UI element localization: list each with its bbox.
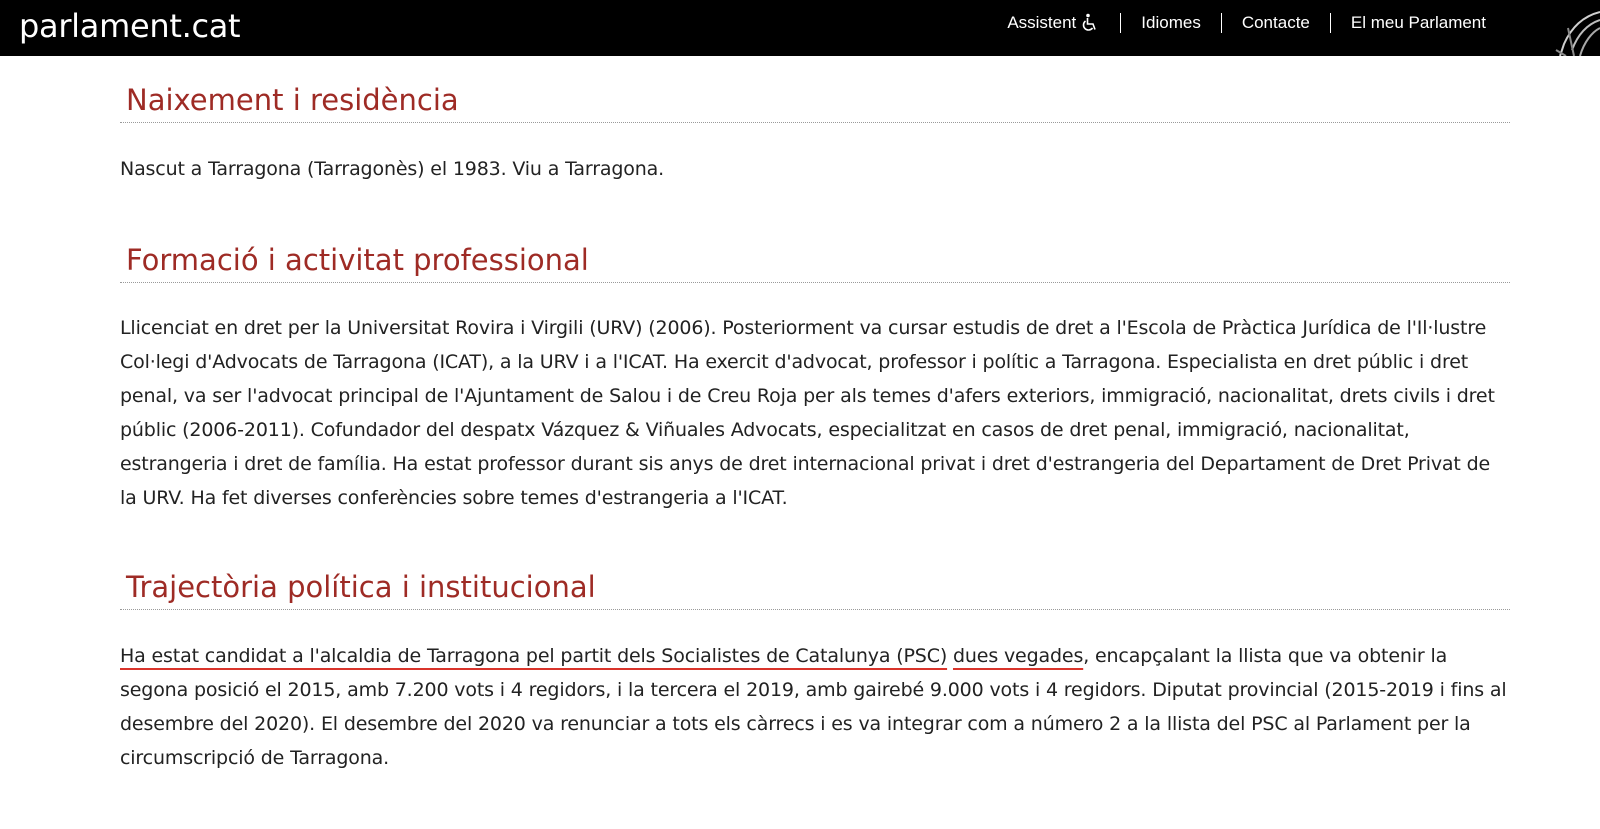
section-heading-naixement: Naixement i residència [126, 83, 459, 117]
top-bar [0, 0, 1600, 56]
section-text-formacio: Llicenciat en dret per la Universitat Rovira i Virgili (URV) (2006). Posteriorment va cursar estudis de dret a l'Escola de Pràctica Jurídica de l'Il·lustre Col·legi d'Advocats de Tarragona (ICAT), a la URV i a l'ICAT. Ha exercit d'advocat, professor i polític a Tarragona. Especialista en dret públic i dret penal, va ser l'advocat principal de l'Ajuntament de Salou i de Creu Roja per als temes d'afers exteriors, immigració, nacionalitat, drets civils i dret públic (2006-2011). Cofundador del despatx Vázquez & Viñuales Advocats, especialitzat en casos de dret penal, immigració, nacionalitat, estrangeria i dret de família. Ha estat professor durant sis anys de dret internacional privat i dret d'estrangeria del Departament de Dret Privat de la URV. Ha fet diverses conferències sobre temes d'estrangeria a l'ICAT. [120, 317, 1495, 509]
nav-item-el-meu-parlament[interactable]: El meu Parlament [1350, 13, 1486, 32]
top-nav [987, 12, 1506, 34]
section-heading-trajectoria: Trajectòria política i institucional [126, 570, 596, 604]
parliament-emblem-icon[interactable] [1554, 10, 1600, 56]
section-divider [120, 282, 1510, 283]
site-logo[interactable]: parlament.cat [19, 7, 241, 45]
section-heading-formacio: Formació i activitat professional [126, 243, 589, 277]
nav-item-assistent[interactable] [987, 13, 1120, 33]
underlined-text: dues vegades [952, 645, 1084, 667]
nav-item-contacte[interactable]: Contacte [1241, 13, 1310, 32]
section-divider [120, 122, 1510, 123]
section-text-trajectoria [120, 639, 1510, 775]
nav-item-idiomes[interactable]: Idiomes [1141, 13, 1201, 32]
section-text-rest: , encapçalant la llista que va obtenir la segona posició el 2015, amb 7.200 vots i 4 regidors, i la tercera el 2019, amb gairebé 9.000 vots i 4 regidors. Diputat provincial (2015-2019 i fins al desembre del 2020). El desembre del 2020 va renunciar a tots els càrrecs i es va integrar com a número 2 a la llista del PSC al Parlament per la circumscripció de Tarragona. [120, 645, 1507, 769]
nav-item-label: Assistent [1007, 13, 1077, 32]
section-divider [120, 609, 1510, 610]
underlined-text: Ha estat candidat a l'alcaldia de Tarragona pel partit dels Socialistes de Catalunya (PSC) [120, 645, 948, 667]
accessibility-icon [1080, 13, 1100, 33]
section-text-naixement: Nascut a Tarragona (Tarragonès) el 1983. Viu a Tarragona. [120, 158, 665, 180]
